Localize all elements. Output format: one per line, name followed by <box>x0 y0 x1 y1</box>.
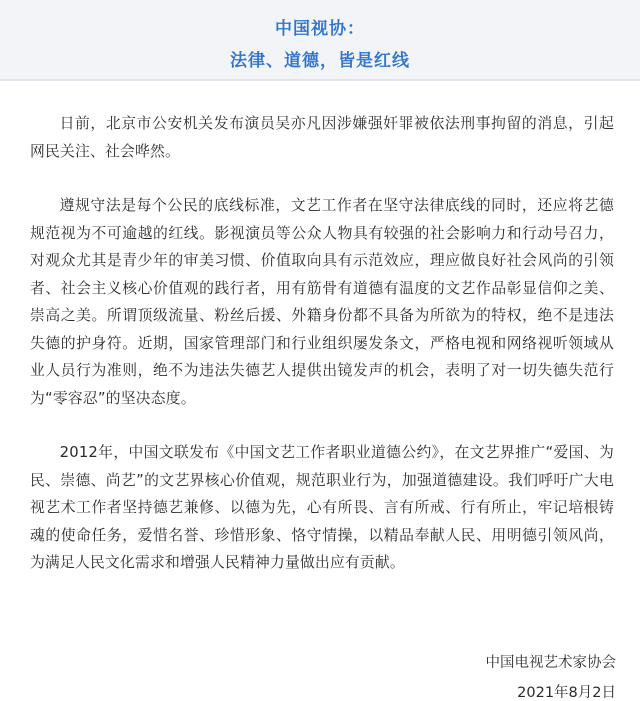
header-divider <box>0 79 640 81</box>
article-header <box>0 0 640 79</box>
paragraph-3: 2012年，中国文联发布《中国文艺工作者职业道德公约》，在文艺界推广“爱国、为民、崇德、尚艺”的文艺界核心价值观，规范职业行为，加强道德建设。我们呼吁广大电视艺术工作者坚持德艺兼修、以德为先，心有所畏、言有所戒、行有所止，牢记培根铸魂的使命任务，爱惜名誉、珍惜形象、恪守情操，以精品奉献人民、用明德引领风尚，为满足人民文化需求和增强人民精神力量做出应有贡献。 <box>30 444 614 571</box>
header-title-line1: 中国视协： <box>275 19 365 39</box>
signature-org: 中国电视艺术家协会 <box>485 655 616 671</box>
article-body <box>30 110 614 604</box>
paragraph-1: 日前，北京市公安机关发布演员吴亦凡因涉嫌强奸罪被依法刑事拘留的消息，引起网民关注、社会哗然。 <box>30 115 614 160</box>
signature-date: 2021年8月2日 <box>517 685 616 701</box>
header-title-line2: 法律、道德，皆是红线 <box>230 51 410 71</box>
paragraph-2: 遵规守法是每个公民的底线标准，文艺工作者在坚守法律底线的同时，还应将艺德规范视为不可逾越的红线。影视演员等公众人物具有较强的社会影响力和行动号召力，对观众尤其是青少年的审美习惯、价值取向具有示范效应，理应做良好社会风尚的引领者、社会主义核心价值观的践行者，用有筋骨有道德有温度的文艺作品彰显信仰之美、崇高之美。所谓顶级流量、粉丝后援、外籍身份都不具备为所欲为的特权，绝不是违法失德的护身符。近期，国家管理部门和行业组织屡发条文，严格电视和网络视听领域从业人员行为准则，绝不为违法失德艺人提供出镜发声的机会，表明了对一切失德失范行为“零容忍”的坚决态度。 <box>30 197 614 407</box>
